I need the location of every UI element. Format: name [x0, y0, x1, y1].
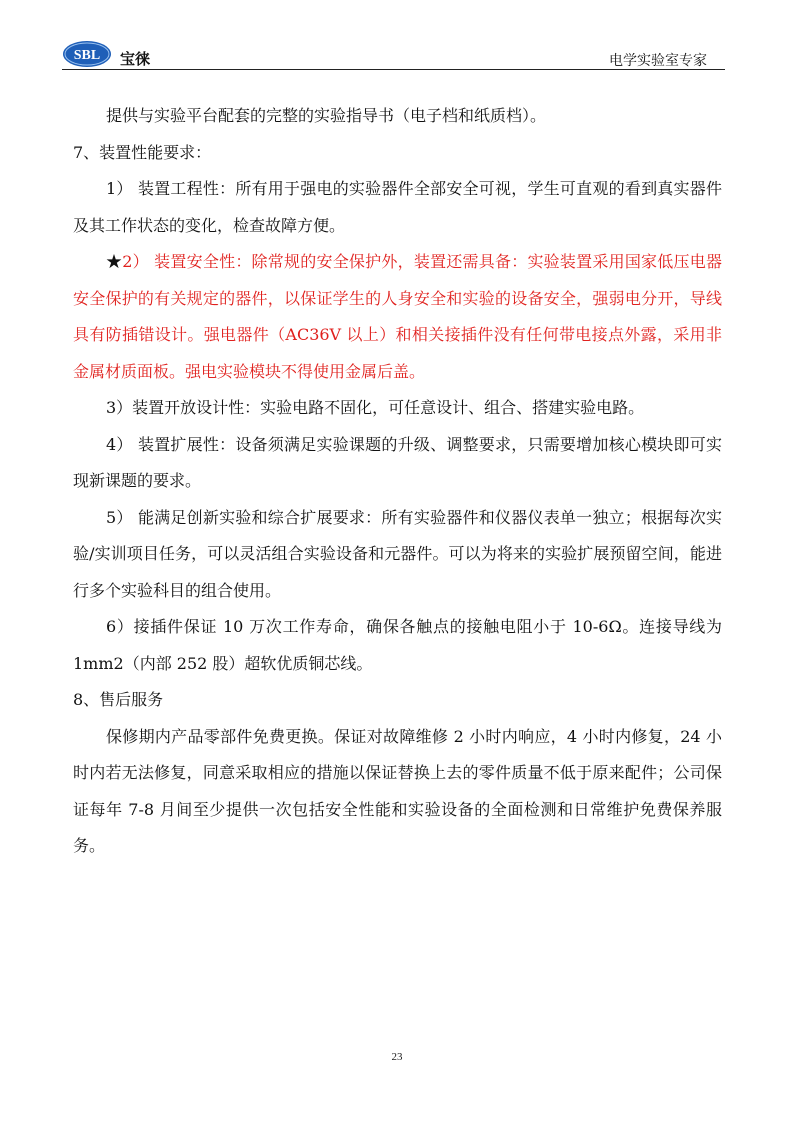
- paragraph-innovation: 5） 能满足创新实验和综合扩展要求：所有实验器件和仪器仪表单一独立；根据每次实验/实训项目任务，可以灵活组合实验设备和元器件。可以为将来的实验扩展预留空间，能进行多个实验科目的组合使用。: [73, 507, 722, 600]
- section-heading-service: 8、售后服务: [73, 690, 164, 709]
- header-rule: [62, 69, 725, 70]
- paragraph-engineering: 1） 装置工程性：所有用于强电的实验器件全部安全可视，学生可直观的看到真实器件及其工作状态的变化，检查故障方便。: [73, 179, 722, 235]
- logo-text: SBL: [73, 48, 101, 63]
- paragraph-warranty: 保修期内产品零部件免费更换。保证对故障维修 2 小时内响应，4 小时内修复，24 小时内若无法修复，同意采取相应的措施以保证替换上去的零件质量不低于原来配件；公司保证每年 7-8 月间至少提供一次包括安全性能和实验设备的全面检测和日常维护免费保养服务。: [73, 726, 722, 855]
- paragraph-open-design: 3）装置开放设计性：实验电路不固化，可任意设计、组合、搭建实验电路。: [106, 398, 645, 417]
- paragraph-connectors: 6）接插件保证 10 万次工作寿命，确保各触点的接触电阻小于 10-6Ω。连接导线为 1mm2（内部 252 股）超软优质铜芯线。: [73, 617, 722, 673]
- document-body: [73, 98, 722, 865]
- paragraph-expansion: 4） 装置扩展性：设备须满足实验课题的升级、调整要求，只需要增加核心模块即可实现新课题的要求。: [73, 434, 722, 490]
- page-number: 23: [391, 1051, 403, 1063]
- page-header: [62, 40, 725, 70]
- safety-text: 2） 装置安全性：除常规的安全保护外，装置还需具备：实验装置采用国家低压电器安全保护的有关规定的器件，以保证学生的人身安全和实验的设备安全，强弱电分开，导线具有防插错设计。强电器件（AC36V 以上）和相关接插件没有任何带电接点外露，采用非金属材质面板。强电实验模块不得使用金属后盖。: [73, 252, 722, 381]
- sbl-logo-icon: [62, 40, 112, 68]
- header-tagline: 电学实验室专家: [609, 53, 707, 69]
- paragraph-safety: [73, 244, 722, 390]
- paragraph-guide-books: 提供与实验平台配套的完整的实验指导书（电子档和纸质档）。: [106, 106, 547, 125]
- brand-name: 宝徕: [120, 50, 151, 68]
- section-heading-performance: 7、装置性能要求：: [73, 142, 212, 162]
- star-icon: ★: [106, 252, 123, 271]
